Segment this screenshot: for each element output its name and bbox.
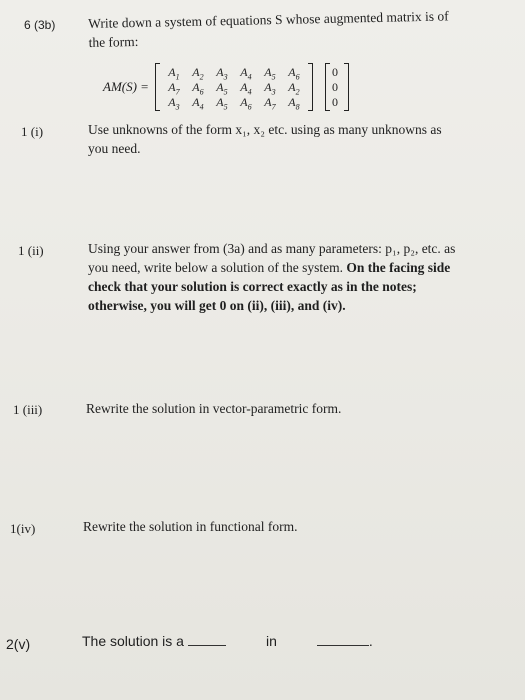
part-label-iv: 1(iv): [10, 521, 36, 536]
matrix-cell: $A_7$: [168, 79, 180, 96]
part-text-iii: Rewrite the solution in vector-parametric form.: [86, 401, 342, 416]
matrix-cell: $A_8$: [288, 94, 300, 111]
part-text-ii: [88, 239, 458, 315]
matrix-cell: $A_6$: [288, 64, 300, 81]
rhs-right-bracket: [344, 63, 349, 111]
answer-blank-2[interactable]: [317, 645, 369, 646]
part-label-i: 1 (i): [21, 124, 44, 139]
matrix-cell: $A_5$: [216, 79, 228, 96]
part-label-ii: 1 (ii): [18, 243, 44, 258]
matrix-cell: $A_4$: [240, 79, 252, 96]
matrix-cell: $A_2$: [288, 79, 300, 96]
augmented-matrix: [103, 63, 349, 111]
matrix-cell: $A_2$: [192, 64, 204, 81]
answer-blank-1[interactable]: [188, 645, 226, 646]
matrix-cell: $A_3$: [216, 64, 228, 81]
matrix-cell: $A_4$: [192, 94, 204, 111]
part-v-prefix: The solution is a: [82, 633, 184, 649]
rhs-vector: [330, 65, 344, 110]
matrix-cell: $A_5$: [264, 64, 276, 81]
rhs-cell: 0: [331, 94, 338, 109]
coefficient-matrix: [160, 65, 308, 110]
rhs-cell: 0: [331, 64, 338, 79]
matrix-label: AM(S) =: [103, 79, 149, 94]
part-label-iii: 1 (iii): [13, 402, 43, 417]
part-ii-instructions: Using your answer from (3a) and as many parameters: p₁, p₂, etc. as you need, write below a solution of the system.: [88, 241, 456, 275]
matrix-cell: $A_3$: [264, 79, 276, 96]
matrix-cell: $A_6$: [192, 79, 204, 96]
matrix-cell: $A_1$: [168, 64, 180, 81]
matrix-cell: $A_6$: [240, 94, 252, 111]
part-v-middle: in: [265, 633, 277, 649]
part-label-v: 2(v): [6, 636, 31, 652]
matrix-cell: $A_7$: [264, 94, 276, 111]
matrix-cell: $A_5$: [216, 94, 228, 111]
matrix-cell: $A_3$: [168, 94, 180, 111]
rhs-cell: 0: [331, 79, 338, 94]
matrix-cell: $A_4$: [240, 64, 252, 81]
part-v-suffix: .: [368, 633, 373, 649]
matrix-right-bracket: [308, 63, 313, 111]
part-ii-warning: On the facing side check that your solution is correct exactly as in the notes; otherwise, you will get 0 on (ii), (iii), and (iv).: [88, 260, 451, 313]
part-text-i: Use unknowns of the form x₁, x₂ etc. using as many unknowns as you need.: [88, 122, 442, 156]
part-text-v: [82, 632, 373, 651]
part-text-iv: Rewrite the solution in functional form.: [83, 519, 298, 534]
question-number: 6 (3b): [24, 18, 56, 32]
question-prompt: Write down a system of equations S whose augmented matrix is of the form:: [88, 8, 449, 50]
